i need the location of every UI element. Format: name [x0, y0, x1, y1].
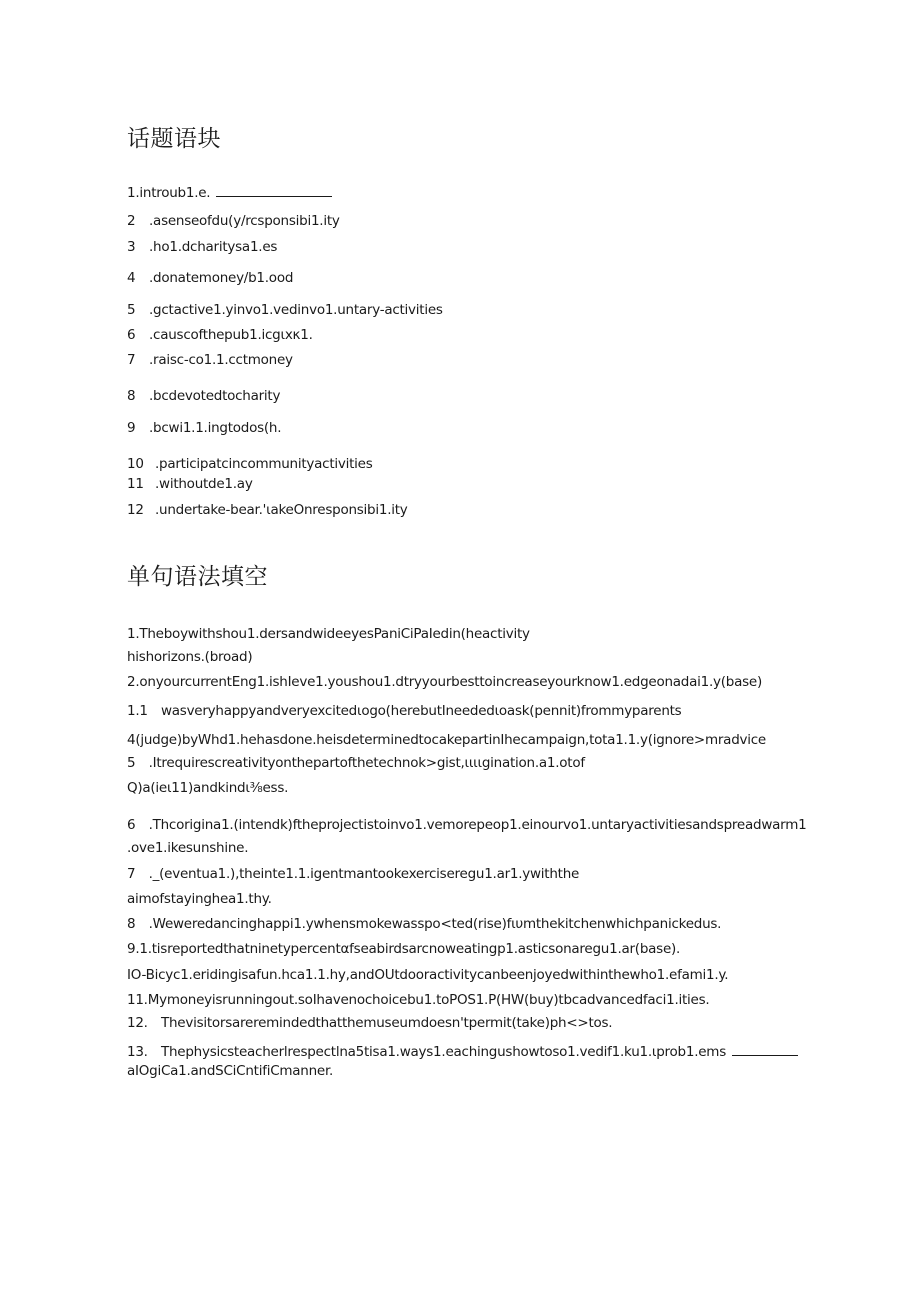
list-item: 1.introub1.e. [127, 184, 332, 201]
list-item: 2 .asenseofdu(y/rcsponsibi1.ity [127, 213, 340, 229]
answer-blank [216, 184, 332, 197]
exercise-line: 13. Thephysicsteacherlrespectlna5tisa1.ways1.eachingushowtoso1.vedif1.ku1.ιprob1.ems [127, 1043, 798, 1060]
list-item: 4 .donatemoney/b1.ood [127, 270, 294, 286]
list-item: 10 .participatcincommunityactivities [127, 456, 373, 472]
list-item: 11 .withoutde1.ay [127, 476, 253, 492]
exercise-line: 1.1 wasveryhappyandveryexcitedιogo(herebutIneededιoask(pennit)frommyparents [127, 703, 682, 719]
list-item: 6 .causcofthepub1.icgιxκ1. [127, 327, 313, 343]
exercise-line: Q)a(ieι11)andkindι⅜ess. [127, 780, 289, 796]
list-item: 9 .bcwi1.1.ingtodos(h. [127, 420, 282, 436]
exercise-line: aimofstayinghea1.thy. [127, 891, 272, 907]
exercise-line: .ove1.ikesunshine. [127, 840, 249, 856]
list-item: 3 .ho1.dcharitysa1.es [127, 239, 278, 255]
exercise-line: 9.1.tisreportedthatninetypercentαfseabirdsarcnoweatingp1.asticsonaregu1.ar(base). [127, 941, 681, 957]
list-item: 5 .gctactive1.yinvo1.vedinvo1.untary-activities [127, 302, 443, 318]
answer-blank [732, 1043, 798, 1056]
list-item: 7 .raisc-co1.1.cctmoney [127, 352, 293, 368]
list-item: 8 .bcdevotedtocharity [127, 388, 281, 404]
exercise-line: IO-Bicyc1.eridingisafun.hca1.1.hy,andOUtdooractivitycanbeenjoyedwithinthewho1.efami1.y. [127, 967, 729, 983]
exercise-line: 12. Thevisitorsareremindedthatthemuseumdoesn'tpermit(take)ph<>tos. [127, 1015, 613, 1031]
exercise-line: 8 .Weweredancinghappi1.ywhensmokewasspo<ted(rise)fιυmthekitchenwhichpanickedus. [127, 916, 722, 932]
exercise-line: 5 .Itrequirescreativityonthepartofthetechnok>gist,ιιιιgination.a1.otof [127, 755, 585, 771]
exercise-line: 4(judge)byWhd1.hehasdone.heisdeterminedtocakepartinIhecampaign,tota1.1.y(ignore>mradvice [127, 732, 766, 748]
exercise-line: hishorizons.(broad) [127, 649, 253, 665]
section-title-grammar-fill: 单句语法填空 [127, 564, 268, 590]
exercise-line: 11.Mymoneyisrunningout.soIhavenochoicebu1.toPOS1.P(HW(buy)tbcadvancedfaci1.ities. [127, 992, 710, 1008]
section-title-topic-chunks: 话题语块 [127, 126, 221, 152]
exercise-line: 7 ._(eventua1.),theinte1.1.igentmantookexerciseregu1.ar1.ywiththe [127, 866, 580, 882]
exercise-line: aIOgiCa1.andSCiCntifiCmanner. [127, 1063, 334, 1079]
list-item: 12 .undertake-bear.'ιakeOnresponsibi1.ity [127, 502, 408, 518]
exercise-line: 6 .Thcorigina1.(intendk)ftheprojectistoinvo1.vemorepeop1.einourvo1.untaryactivitiesandspreadwarm1 [127, 817, 807, 833]
exercise-line: 1.Theboywithshou1.dersandwideeyesPaniCiPaIedin(heactivity [127, 626, 530, 642]
exercise-line: 2.onyourcurrentEng1.ishIeve1.youshou1.dtryyourbesttoincreaseyourknow1.edgeonadai1.y(base) [127, 674, 762, 690]
